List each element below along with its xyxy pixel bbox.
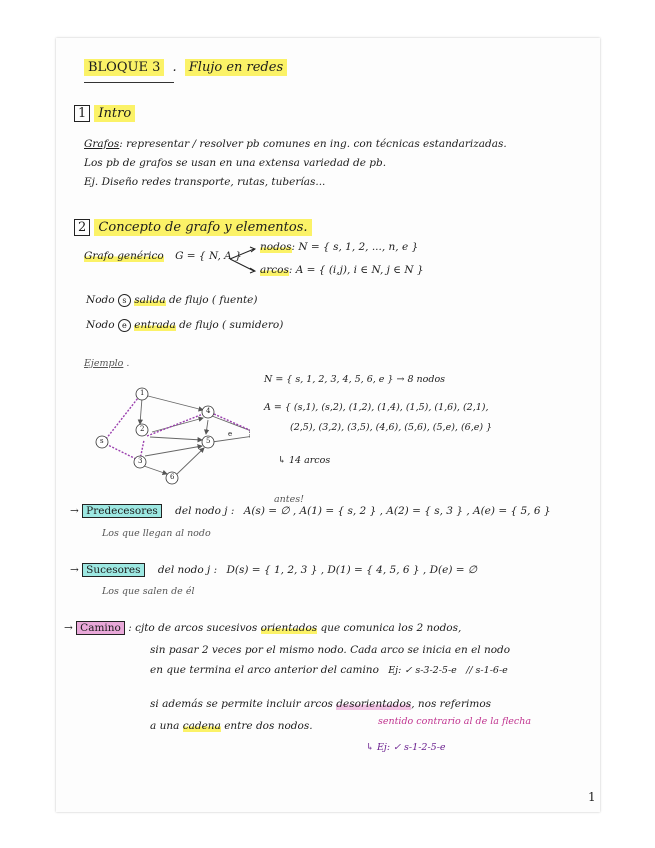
sucesores-subtext: Los que salen de él	[102, 586, 195, 597]
section-number: 1	[74, 105, 90, 122]
predecesores-line: → Predecesores del nodo j : A(s) = ∅ , A(1) = { s, 2 } , A(2) = { s, 3 } , A(e) = { 5, 6 }	[70, 505, 551, 517]
camino-example-2: // s-1-6-e	[466, 665, 508, 676]
page-number: 1	[588, 790, 596, 804]
nodo-entrada: Nodo e entrada de flujo ( sumidero)	[86, 319, 284, 331]
camino-line-5: a una cadena entre dos nodos.	[150, 720, 313, 732]
notebook-page	[56, 38, 600, 812]
nodos-term: nodos	[260, 241, 292, 253]
section-concepto-heading	[74, 220, 312, 235]
intro-line-2: Los pb de grafos se usan en una extensa variedad de pb.	[84, 157, 387, 169]
sucesores-line: → Sucesores del nodo j : D(s) = { 1, 2, 3 } , D(1) = { 4, 5, 6 } , D(e) = ∅	[70, 564, 478, 576]
grafos-term: Grafos	[84, 138, 120, 150]
graph-node-e-label: e	[228, 430, 233, 438]
camino-line-3: en que termina el arco anterior del camino Ej: ✓ s-3-2-5-e // s-1-6-e	[150, 664, 508, 676]
sucesores-term: Sucesores	[82, 563, 144, 577]
entrada-term: entrada	[134, 319, 176, 331]
example-arcs-count: ↳ 14 arcos	[278, 455, 331, 466]
camino-term: Camino	[76, 621, 125, 635]
antes-note: antes!	[274, 494, 304, 505]
bloque-label: BLOQUE 3	[84, 59, 164, 76]
predecesores-term: Predecesores	[82, 504, 162, 518]
sucesores-formula: D(s) = { 1, 2, 3 } , D(1) = { 4, 5, 6 } , D(e) = ∅	[226, 564, 478, 576]
intro-line-1: Grafos: representar / resolver pb comunes en ing. con técnicas estandarizadas.	[84, 138, 507, 150]
arcos-definition: arcos: A = { (i,j), i ∈ N, j ∈ N }	[260, 264, 424, 276]
cadena-example: ↳ Ej: ✓ s-1-2-5-e	[366, 742, 446, 753]
intro-line-3: Ej. Diseño redes transporte, rutas, tuberías...	[84, 176, 326, 188]
example-arcs-set-1: A = { (s,1), (s,2), (1,2), (1,4), (1,5), (1,6), (2,1),	[264, 402, 489, 413]
grafo-generico	[84, 250, 242, 262]
graph-node-1-label: 1	[140, 389, 145, 397]
camino-line-2: sin pasar 2 veces por el mismo nodo. Cada arco se inicia en el nodo	[150, 644, 511, 656]
example-nodes-set: N = { s, 1, 2, 3, 4, 5, 6, e } → 8 nodos	[264, 374, 446, 385]
branch-arrows	[228, 243, 258, 277]
ejemplo-label: Ejemplo .	[84, 358, 130, 369]
nodo-salida: Nodo s salida de flujo ( fuente)	[86, 294, 258, 306]
topic-label: Flujo en redes	[185, 59, 287, 76]
node-s-circle: s	[118, 294, 131, 307]
example-arcs-set-2: (2,5), (3,2), (3,5), (4,6), (5,6), (5,e), (6,e) }	[290, 422, 493, 433]
node-e-circle: e	[118, 319, 131, 332]
cadena-term: cadena	[182, 720, 221, 732]
orientados-term: orientados	[260, 622, 318, 634]
graph-node-2-label: 2	[140, 425, 145, 433]
camino-line-4: si además se permite incluir arcos desorientados, nos referimos	[150, 698, 492, 710]
section-number: 2	[74, 219, 90, 236]
sentido-contrario-note: sentido contrario al de la flecha	[378, 716, 532, 727]
nodos-definition: nodos: N = { s, 1, 2, ..., n, e }	[260, 241, 419, 253]
graph-node-5-label: 5	[206, 437, 211, 445]
desorientados-term: desorientados	[336, 698, 412, 710]
predecesores-subtext: Los que llegan al nodo	[102, 528, 211, 539]
salida-term: salida	[134, 294, 166, 306]
graph-node-4-label: 4	[206, 407, 211, 415]
predecesores-formula: A(s) = ∅ , A(1) = { s, 2 } , A(2) = { s, 3 } , A(e) = { 5, 6 }	[243, 505, 551, 517]
camino-line-1: → Camino : cjto de arcos sucesivos orientados que comunica los 2 nodos,	[64, 622, 462, 634]
camino-example-1: Ej: ✓ s-3-2-5-e	[388, 665, 457, 676]
graph-node-6-label: 6	[170, 473, 175, 481]
grafo-generico-term: Grafo genérico	[84, 250, 164, 262]
block-title: BLOQUE 3 . Flujo en redes	[84, 60, 287, 75]
section-intro-heading	[74, 106, 135, 121]
graph-node-s-label: s	[100, 437, 104, 445]
graph-node-3-label: 3	[138, 457, 143, 465]
section-title: Concepto de grafo y elementos.	[94, 219, 311, 236]
section-title: Intro	[94, 105, 135, 122]
grafo-formula: G = { N, A }	[175, 250, 242, 262]
arcos-term: arcos	[260, 264, 289, 276]
title-underline	[84, 82, 174, 83]
